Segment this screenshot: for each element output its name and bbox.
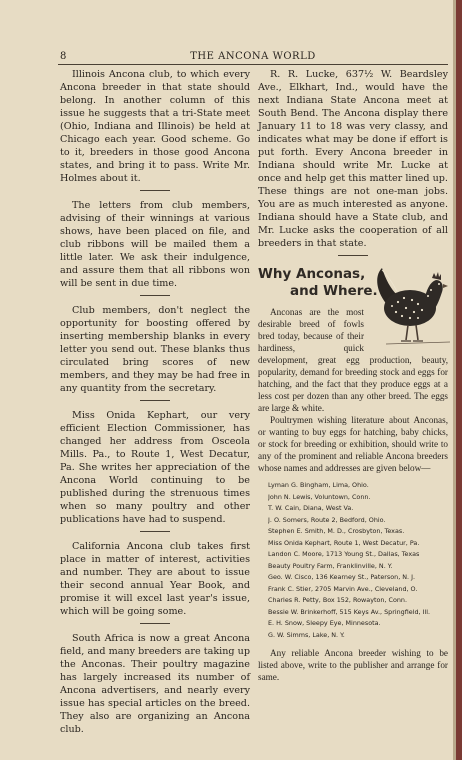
list-item: Bessie W. Brinkerhoff, 515 Keys Av., Springfield, Ill. [268, 607, 431, 616]
paragraph-california-club: California Ancona club takes first place in matter of interest, activities and number. They are about to issue their second annual Year Book, and promise it will excel last year's issue, which will be going some. [60, 541, 250, 617]
paragraph-membership-blanks: Club members, don't neglect the opportunity for boosting offered by inserting membership blanks in every letter you send out. These blanks thus circulated bring scores of new members, and they may be had free in any quantity from the secretary. [60, 305, 250, 394]
paragraph-illinois-club: Illinois Ancona club, to which every Ancona breeder in that state should belong. In another column of this issue he suggests that a tri-State meet (Ohio, Indiana and Illinois) be held at Chicago each year. Good scheme. Go to it, breeders in those good Ancona states, and bring it to pass. Write Mr. Holmes about it. [60, 69, 250, 184]
list-item: Geo. W. Cisco, 136 Kearney St., Paterson, N. J. [268, 573, 416, 581]
list-item: G. W. Simms, Lake, N. Y. [268, 630, 345, 639]
hen-illustration-icon [368, 262, 454, 350]
list-item: Lyman G. Bingham, Lima, Ohio. [268, 481, 369, 489]
list-item: E. H. Snow, Sleepy Eye, Minnesota. [268, 619, 381, 627]
ad-body [258, 306, 448, 683]
list-item: T. W. Cain, Diana, West Va. [268, 504, 354, 512]
list-item: Frank C. Stier, 2705 Marvin Ave., Cleveland, O. [268, 584, 418, 593]
running-header [60, 51, 446, 65]
advertisement-why-anconas [258, 266, 448, 683]
publication-title: THE ANCONA WORLD [190, 51, 316, 62]
paragraph-south-africa: South Africa is now a great Ancona field, and many breeders are taking up the Anconas. Their poultry magazine has largely increased its number of Ancona advertisers, and nearly every issue has special articles on the breed. They also are organizing an Ancona club. [60, 633, 250, 735]
ad-body-text: Anconas are the most desirable breed of fowls bred today, because of their hardiness, quick development, great egg production, beauty, popularity, demand for breeding stock and eggs for hatching, and the fact that they produce eggs at a less cost per dozen than any other breed. The eggs are large & white. [258, 307, 448, 413]
ad-body-text-2: Poultrymen wishing literature about Anconas, or wanting to buy eggs for hatching, baby chicks, or stock for breeding or exhibition, should write to any of the prominent and reliable Ancona breeders whose names and addresses are given below— [258, 415, 448, 473]
page-number: 8 [60, 51, 67, 62]
book-spine [456, 0, 462, 760]
paragraph-club-ribbons: The letters from club members, advising of their winnings at various shows, have been placed on file, and club ribbons will be mailed them a little later. We ask their indulgence, and assure them that all ribbons won will be sent in due time. [60, 200, 250, 289]
ad-closing-text: Any reliable Ancona breeder wishing to be listed above, write to the publisher and arrange for same. [258, 648, 448, 682]
right-column [258, 68, 448, 683]
left-column [60, 68, 250, 736]
list-item: Miss Onida Kephart, Route 1, West Decatur, Pa. [268, 538, 420, 547]
list-item: Stephen E. Smith, M. D., Crosbyton, Texas. [268, 527, 405, 535]
paragraph-lucke-indiana: R. R. Lucke, 637½ W. Beardsley Ave., Elkhart, Ind., would have the next Indiana State Ancona meet at South Bend. The Ancona display there January 11 to 18 was very classy, and indicates what may be done if effort is put forth. Every Ancona breeder in Indiana should write Mr. Lucke at once and help get this matter lined up. These things are not one-man jobs. You are as much interested as anyone. Indiana should have a State club, and Mr. Lucke asks the cooperation of all breeders in that state. [258, 69, 448, 249]
list-item: J. O. Somers, Route 2, Bedford, Ohio. [268, 515, 386, 524]
separator [140, 531, 170, 532]
list-item: John N. Lewis, Voluntown, Conn. [268, 492, 371, 501]
separator [140, 400, 170, 401]
separator [140, 295, 170, 296]
header-rule [58, 64, 448, 65]
separator [140, 623, 170, 624]
separator [140, 190, 170, 191]
list-item: Landon C. Moore, 1713 Young St., Dallas, Texas [268, 550, 420, 558]
list-item: Charles R. Petty, Box 152, Rowayton, Conn. [268, 596, 408, 604]
separator [338, 255, 368, 256]
ad-headline-line2: and Where. [290, 283, 378, 299]
list-item: Beauty Poultry Farm, Franklinville, N. Y. [268, 561, 393, 570]
breeder-address-list [268, 480, 448, 641]
ad-headline-line1: Why Anconas, [258, 266, 366, 282]
paragraph-kephart-address: Miss Onida Kephart, our very efficient Election Commissioner, has changed her address from Osceola Mills. Pa., to Route 1, West Decatur, Pa. She writes her appreciation of the Ancona World continuing to be published during the strenuous times when so many poultry and other publications have had to suspend. [60, 410, 250, 525]
